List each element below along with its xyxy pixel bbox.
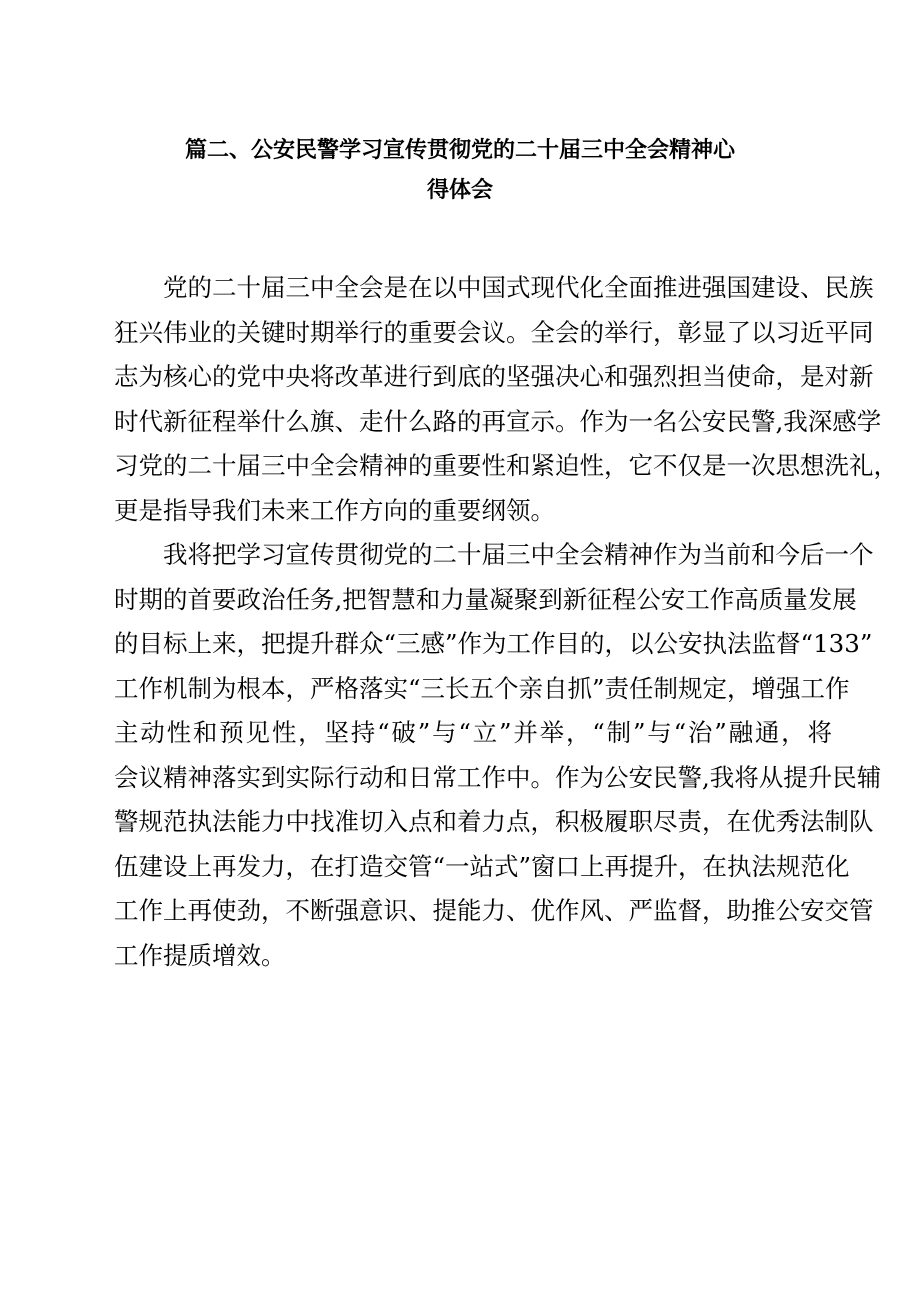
title-line: 得体会 bbox=[426, 178, 493, 203]
paragraph-line: 会议精神落实到实际行动和日常工作中。作为公安民警,我将从提升民辅 bbox=[114, 762, 882, 792]
paragraph-line: 主动性和预见性，坚持“破”与“立”并举，“制”与“治”融通，将 bbox=[114, 718, 832, 747]
paragraph-line: 工作机制为根本，严格落实“三长五个亲自抓”责任制规定，增强工作 bbox=[114, 673, 850, 703]
paragraph-line: 习党的二十届三中全会精神的重要性和紧迫性，它不仅是一次思想洗礼， bbox=[114, 451, 898, 480]
paragraph-line: 警规范执法能力中找准切入点和着力点，积极履职尽责，在优秀法制队 bbox=[114, 807, 874, 836]
document-title bbox=[110, 131, 810, 211]
paragraph-2 bbox=[114, 533, 882, 978]
paragraph-line: 狂兴伟业的关键时期举行的重要会议。全会的举行，彰显了以习近平同 bbox=[114, 317, 874, 347]
document-body bbox=[114, 266, 898, 978]
paragraph-1 bbox=[114, 266, 898, 533]
paragraph-line: 的目标上来，把提升群众“三感”作为工作目的，以公安执法监督“133” bbox=[114, 629, 873, 658]
paragraph-line: 时代新征程举什么旗、走什么路的再宣示。作为一名公安民警,我深感学 bbox=[114, 406, 882, 436]
paragraph-line: 工作提质增效。 bbox=[114, 940, 286, 970]
paragraph-line: 党的二十届三中全会是在以中国式现代化全面推进强国建设、民族 bbox=[163, 273, 874, 302]
paragraph-line: 志为核心的党中央将改革进行到底的坚强决心和强烈担当使命，是对新 bbox=[114, 362, 874, 391]
title-line: 篇二、公安民警学习宣传贯彻党的二十届三中全会精神心 bbox=[184, 138, 735, 163]
paragraph-line: 更是指导我们未来工作方向的重要纲领。 bbox=[114, 495, 555, 525]
paragraph-line: 时期的首要政治任务,把智慧和力量凝聚到新征程公安工作高质量发展 bbox=[114, 584, 857, 614]
paragraph-line: 我将把学习宣传贯彻党的二十届三中全会精神作为当前和今后一个 bbox=[163, 540, 874, 569]
paragraph-line: 工作上再使劲，不断强意识、提能力、优作风、严监督，助推公安交管 bbox=[114, 896, 874, 925]
paragraph-line: 伍建设上再发力，在打造交管“一站式”窗口上再提升，在执法规范化 bbox=[114, 851, 850, 881]
